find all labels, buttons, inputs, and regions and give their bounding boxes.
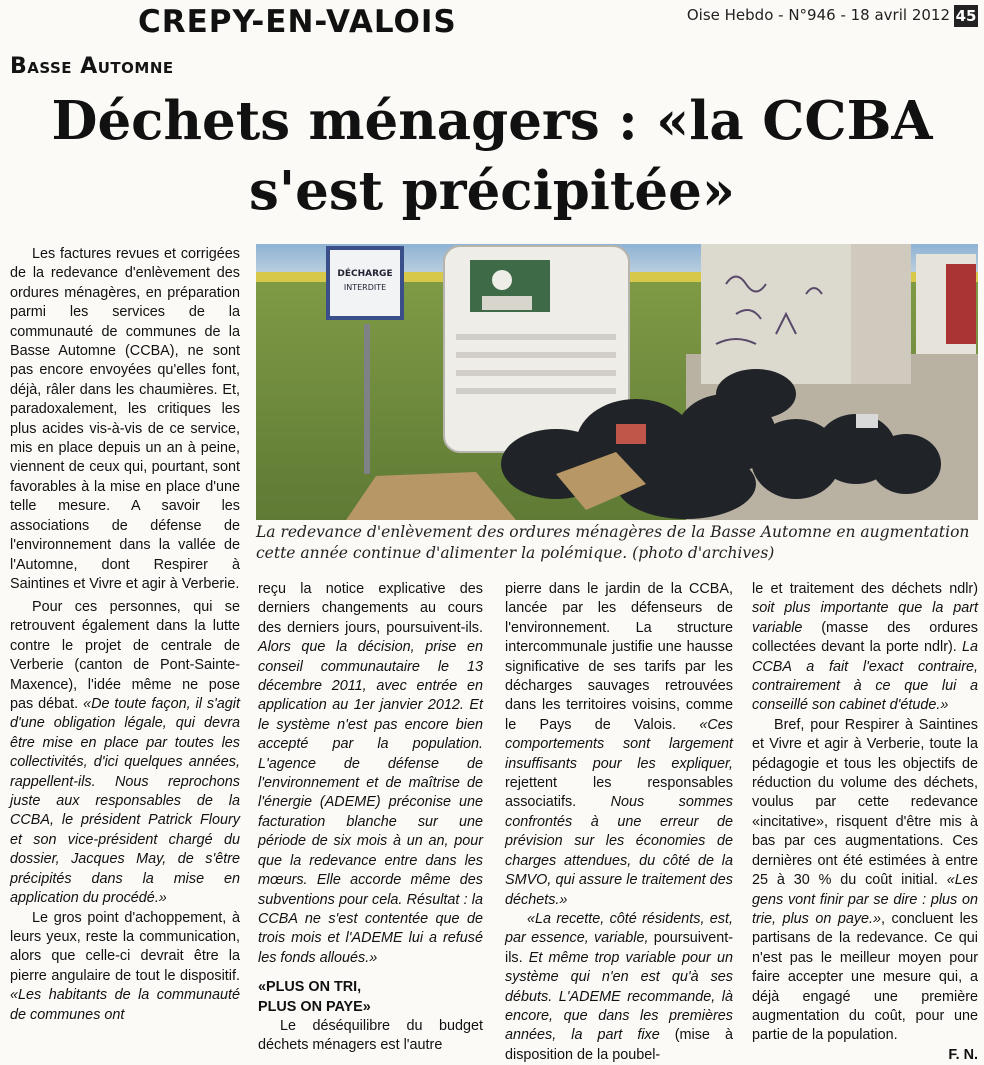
headline-line-2: s'est précipitée» bbox=[249, 160, 735, 222]
paragraph-5: Le déséquilibre du budget déchets ménagers est l'autre bbox=[258, 1017, 483, 1054]
town-masthead: CREPY-EN-VALOIS bbox=[138, 4, 457, 40]
author-signature: F. N. bbox=[948, 1046, 978, 1063]
column-2 bbox=[258, 580, 483, 1056]
svg-text:INTERDITE: INTERDITE bbox=[343, 283, 387, 292]
paragraph-3: Le gros point d'achoppement, à leurs yeux, reste la communication, alors que celle-ci devrait être la pierre angulaire de tout le dispositif. «Les habitants de la communauté de communes ont bbox=[10, 909, 240, 1023]
paragraph-intro: Les factures revues et corrigées de la redevance d'enlèvement des ordures ménagères, en préparation parmi les services de la communauté de communes de la Basse Automne (CCBA), ne sont pas encore envoyées qu'elles font, déjà, râler dans les chaumières. Et, paradoxalement, les critiques les plus acides vis-à-vis de ce service, mis en place depuis un an à peine, viennent de ceux qui, pourtant, sont favorables à la mise en place d'une telle mesure. A savoir les associations de défense de l'environnement dans la vallée de l'Automne, dont Respirer à Saintines et Vivre et agir à Verberie. bbox=[10, 246, 240, 592]
page-number: 45 bbox=[955, 7, 977, 25]
paragraph-8: le et traitement des déchets ndlr) soit plus importante que la part variable (masse des ordures collectées devant la porte ndlr). La CCBA a fait l'exact contraire, contrairement à ce que lui a conseillé son cabinet d'étude.» bbox=[752, 581, 978, 714]
rubric: Basse Automne bbox=[10, 54, 174, 79]
paragraph-4: reçu la notice explicative des derniers changements au cours des derniers jours, poursuivent-ils. Alors que la décision, prise en conseil communautaire le 13 décembre 2011, avec entrée en application au 1er janvier 2012. Et le système n'est pas encore bien accepté par la population. L'agence de défense de l'environnement et de maîtrise de l'énergie (ADEME) préconise une facturation blanche sur une période de six mois à un an, pour que la redevance entre dans les mœurs. Elle accorde même des subventions pour cela. Résultat : la CCBA ne s'est contentée que de trois mois et l'ADEME lui a refusé les fonds alloués.» bbox=[258, 581, 483, 966]
sign-text: DÉCHARGE bbox=[337, 269, 393, 279]
paragraph-7: «La recette, côté résidents, est, par essence, variable, poursuivent-ils. Et même trop variable pour un système qui n'en est qu'à ses débuts. L'ADEME recommande, là encore, que dans les premières années, la part fixe (mise à disposition de la poubel- bbox=[505, 910, 733, 1063]
column-1 bbox=[10, 245, 240, 594]
article-photo bbox=[256, 244, 978, 520]
headline-line-1: Déchets ménagers : «la CCBA bbox=[51, 90, 933, 152]
column-4 bbox=[752, 580, 978, 1065]
paragraph-2: Pour ces personnes, qui se retrouvent également dans la lutte contre le projet de centrale de Verberie (canton de Pont-Sainte-Maxence), l'idée même ne pose pas débat. «De toute façon, il s'agit d'une obligation légale, qui devra être mise en place par toutes les collectivités, d'ici quelques années, rappellent-ils. Nous reprochons juste aux responsables de la CCBA, le président Patrick Floury et son vice-président chargé du dossier, Jacques May, de s'être précipités dans la mise en application du procédé.» bbox=[10, 599, 240, 907]
column-3 bbox=[505, 580, 733, 1065]
photo-caption: La redevance d'enlèvement des ordures ménagères de la Basse Automne en augmentation cette année continue d'alimenter la polémique. (photo d'archives) bbox=[256, 523, 970, 562]
photo-illustration bbox=[256, 244, 978, 520]
issue-line: Oise Hebdo - N°946 - 18 avril 2012 bbox=[686, 6, 950, 24]
subheading: «PLUS ON TRI, PLUS ON PAYE» bbox=[258, 979, 371, 1015]
headline bbox=[0, 86, 984, 226]
paragraph-6: pierre dans le jardin de la CCBA, lancée par les défenseurs de l'environnement. La structure intercommunale justifie une hausse significative de ses tarifs par les décharges sauvages retrouvées dans les territoires voisins, comme le Pays de Valois. «Ces comportements sont largement insuffisants pour les expliquer, rejettent les responsables associatifs. Nous sommes confrontés à une erreur de prévision sur les économies de charges attendues, du côté de la SMVO, qui assure le traitement des déchets.» bbox=[505, 581, 733, 908]
column-1-continued bbox=[10, 598, 240, 1025]
paragraph-9: Bref, pour Respirer à Saintines et Vivre et agir à Verberie, toute la pédagogie et tous les objectifs de réduction du volume des déchets, voulus par cette redevance «incitative», risquent d'être mis à bas par ces augmentations. Ces dernières ont été estimées à entre 25 à 30 % du coût initial. «Les gens vont finir par se dire : plus on trie, plus on paye.», concluent les partisans de la redevance. Ce qui n'est pas le meilleur moyen pour faire accepter une mesure qui, a déjà engagé une première augmentation du coût, pour une partie de la population. bbox=[752, 716, 978, 1044]
